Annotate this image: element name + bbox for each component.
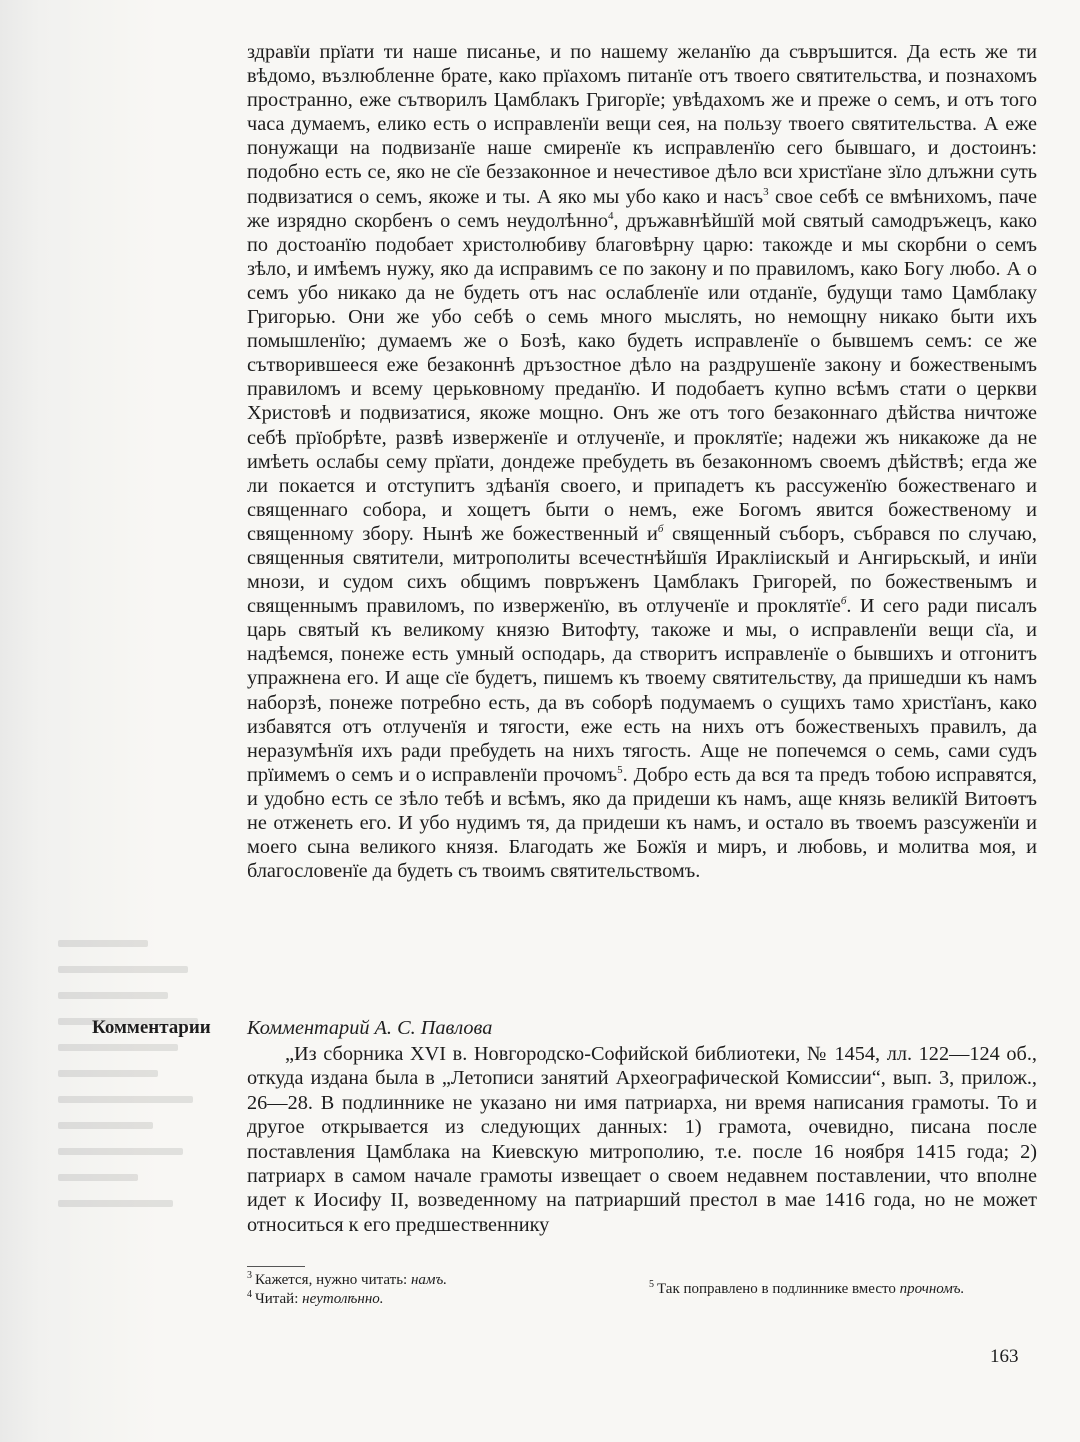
footnote-ref-b-1: б: [657, 523, 664, 536]
footnote-3: $^3$ Кажется, нужно читать: намъ.: [247, 1270, 448, 1288]
letter-text-part-1: здравїи прїати ти наше писанье, и по нашему желанїю да съвръшится. Да есть же ти вѣдомо, възлюбленне брате, како прїахомъ питанїе отъ твоего святительства, и познахомъ пространно, еже сътворилъ Цамблакъ Григорїе; увѣдахомъ же и преже о семъ, и отъ того часа думаемъ, елико есть о исправленїи вещи сея, на пользу твоего святительства. А еже понужащи на подвизанїе наше смиренїе къ исправленїю сего бывшаго, и достоинъ: подобно есть се, яко не сїе беззаконное и нечестивое дѣло вси христїане зїло длъжни суть подвизатися о семъ, якоже и ты. А яко мы убо како и насъ: [247, 41, 1037, 208]
letter-text-part-6: . Добро есть да вся та предъ тобою исправятся, и удобно есть се зѣло тебѣ и всѣмъ, яко да придеши къ намъ, аще князь великїй Витоѳтъ не отженеть его. И убо нудимъ тя, да придеши къ намъ, и остало въ твоемъ разсуженїи и моего сына великого князя. Благодать же Божїя и миръ, и любовь, и молитва моя, и благословенїе да будеть съ твоимъ святительствомъ.: [247, 763, 1038, 883]
footnotes-left: [247, 1271, 617, 1309]
footnote-4: $^4$ Читай: неутолѣнно.: [247, 1289, 384, 1307]
commentary-heading: Комментарии: [92, 1017, 211, 1038]
bleed-through-text: [58, 940, 208, 1240]
footnote-divider: [247, 1266, 305, 1267]
commentary-body: „Из сборника XVI в. Новгородско-Софийской библиотеки, № 1454, лл. 122—124 об., откуда издана была в „Летописи занятий Археографической Комиссии“, вып. 3, прилож., 26—28. В подлиннике не указано ни имя патриарха, ни время написания грамоты. То и другое открывается из следующих данных: 1) грамота, очевидно, писана после поставления Цамблака на Киевскую митрополию, т.е. после 16 ноября 1415 года; 2) патриарх в самом начале грамоты извещает о своем недавнем поставлении, что вполне идет к Иосифу II, возведенному на патриарший престол в мае 1416 года, но не может относиться к его предшественнику: [247, 1043, 1037, 1236]
footnote-ref-b-2: б: [840, 595, 847, 608]
footnote-ref-4: 4: [608, 209, 614, 222]
footnote-ref-5: 5: [617, 764, 623, 777]
commentary-author: Комментарий А. С. Павлова: [247, 1017, 493, 1039]
page-number: 163: [990, 1346, 1019, 1367]
footnote-ref-3: 3: [763, 185, 769, 198]
letter-text-part-2: свое себѣ се вмѣнихомъ, паче же изрядно скорбенъ о семъ неудолѣнно: [247, 185, 1037, 232]
letter-text-part-4: священный съборъ, събрався по случаю, священныя святители, митрополиты всечестнѣйшїя Иракліискый и Ангирьскый, и инїи мнози, и судом сихъ общимъ повръженъ Цамблакъ Григорей, по божественымъ и священнымъ правиломъ, по изверженїю, въ отлученїе и проклятїе: [247, 522, 1037, 618]
letter-text: [247, 40, 1037, 883]
footnote-5: $^5$ Так поправлено в подлиннике вместо прочномъ.: [649, 1279, 965, 1297]
letter-text-part-3: , дръжавнѣйшїй мой святый самодръжецъ, како по достоанїю подобает христолюбиву благовѣрну царю: такожде и мы скорбни о семъ зѣло, и имѣемъ нужу, яко да исправимъ се по закону и по правиломъ, како Богу любо. А о семъ убо никако да не будеть отъ нас ослабленїе или отданїе, будущи тамо Цамблаку Григорью. Они же убо себѣ о семь много мыслять, но немощну никако быти ихъ помышленїю; думаемъ же о Бозѣ, како будеть исправленїе о бывшемъ семъ: се же сътворившееся еже безаконнѣ дръзостное дѣло на раздрушенїе закону и божественымъ правиломъ и всему церьковному преданїю. И подобаетъ купно всѣмъ стати о церкви Христовѣ и подвизатися, якоже мощно. Онъ же отъ того безаконнаго дѣйства ничтоже себѣ прїобрѣте, развѣ изверженїе и отлученїе, и проклятїе; надежи жъ никакоже да не имѣеть ослабы сему прїати, дондеже пребудеть въ безаконномъ своемъ дѣйствѣ; егда же ли покается и отступитъ здѣанїя своего, и припадетъ къ рассуженїю божественаго и священнаго собора, и хощетъ быти о немъ, еже Богомъ явится божественому и священному збору. Нынѣ же божественный и: [247, 209, 1037, 545]
letter-text-part-5: . И сего ради писалъ царь святый къ великому князю Витофту, такоже и мы, о исправленїи вещи сїа, и надѣемся, понеже есть умный осподарь, да створитъ исправленїе о бывшихъ и отгонитъ упражнена его. И аще сїе будетъ, пишемъ къ твоему святительству, да пришедши къ намъ наборзѣ, понеже потребно есть, да въ соборѣ подумаемъ о сущихъ тамо христїанъ, како избавятся отъ отлученїя и тягости, еже есть на нихъ отъ божественыхъ правилъ, да неразумѣнїя ихъ ради пребудеть на нихъ тягость. Аще не попечемся о семь, сами судъ прїимемъ о семъ и о исправленїи прочомъ: [247, 595, 1037, 786]
footnotes-right: [649, 1280, 1037, 1299]
